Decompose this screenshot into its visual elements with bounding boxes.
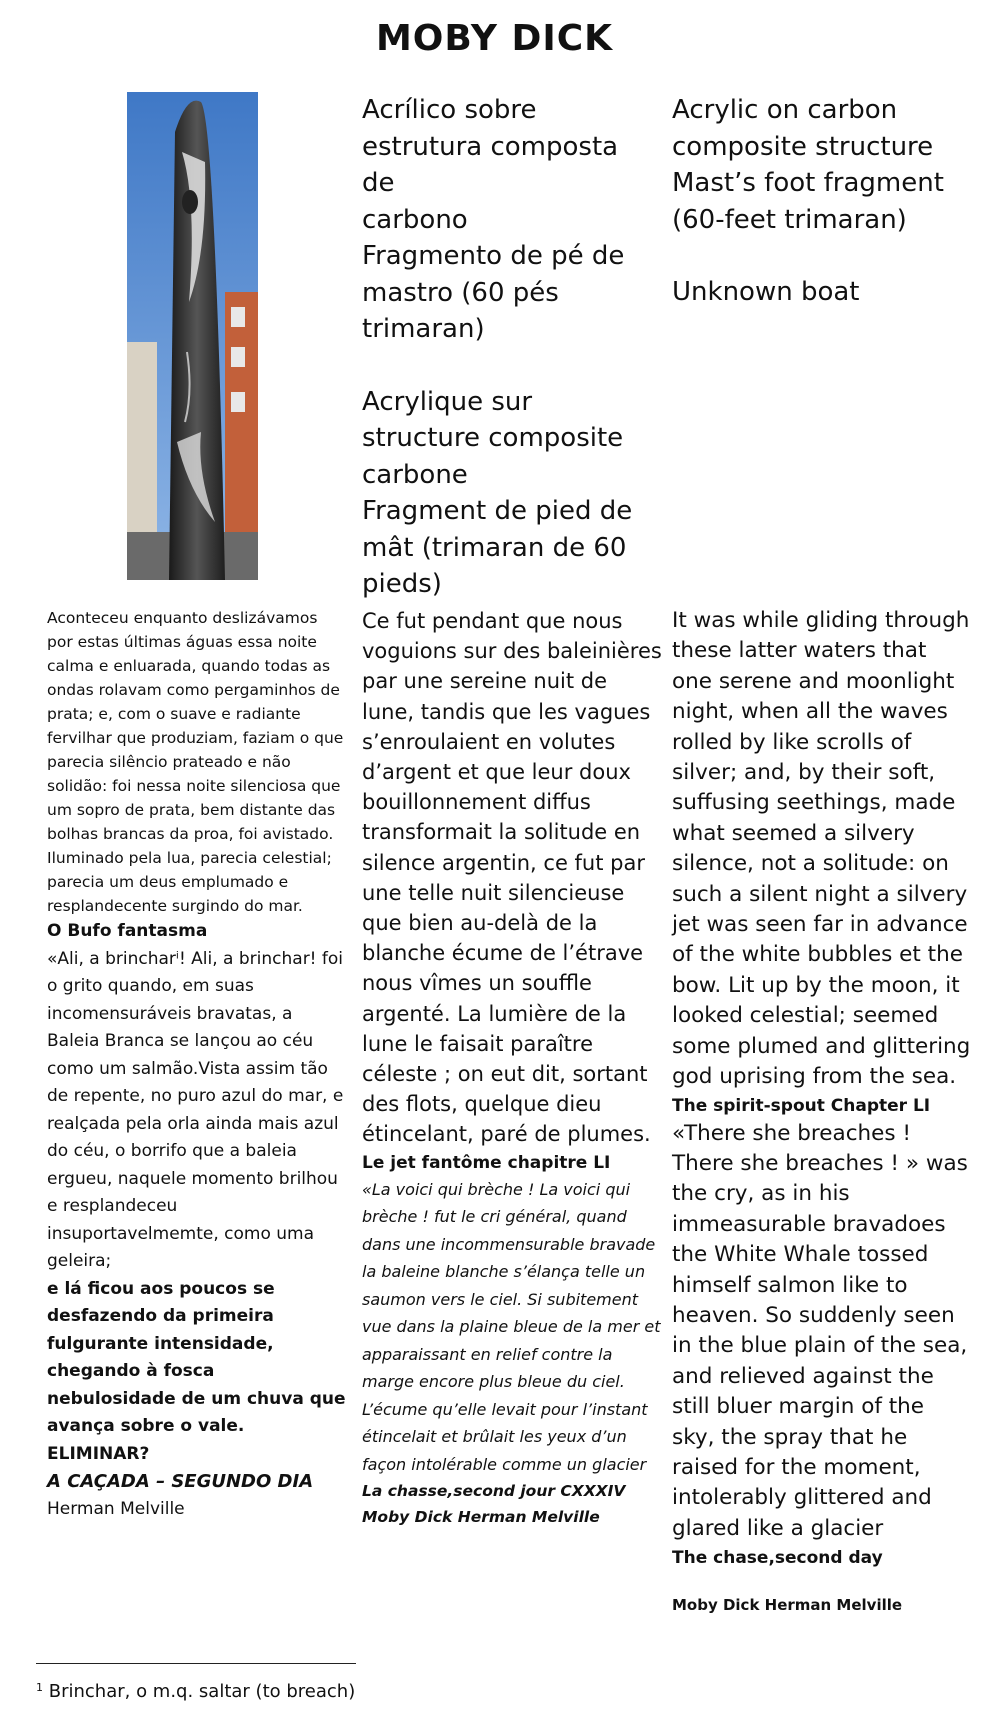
en-section-heading: The spirit-spout Chapter LI	[672, 1095, 931, 1116]
en-author: Moby Dick Herman Melville	[672, 1596, 903, 1615]
portuguese-french-caption-column	[362, 92, 652, 603]
english-caption: Acrylic on carbon composite structure Mast’s foot fragment (60-feet trimaran)	[672, 95, 944, 235]
french-text-column	[362, 606, 662, 1530]
footnote-divider	[36, 1663, 356, 1664]
pt-paragraph-1: Aconteceu enquanto deslizávamos por estas últimas águas essa noite calma e enluarada, quando todas as ondas rolavam como pergaminhos de prata; e, com o suave e radiante fervilhar que produziam, faziam o que parecia silêncio prateado e não solidão: foi nessa noite silenciosa que um sopro de prata, bem distante das bolhas brancas da proa, foi avistado. Iluminado pela lua, parecia celestial; parecia um deus emplumado e resplandecente surgindo do mar.	[47, 609, 344, 915]
en-paragraph-2: «There she breaches ! There she breaches ! » was the cry, as in his immeasurable bravadoes the White Whale tossed himself salmon like to heaven. So suddenly seen in the blue plain of the sea, and relieved against the still bluer margin of the sky, the spray that he raised for the moment, intolerably glittered and glared like a glacier	[672, 1120, 968, 1541]
english-caption-column	[672, 92, 972, 311]
footnote	[36, 1676, 355, 1704]
portuguese-text-column	[47, 606, 347, 1523]
pt-section-heading: O Bufo fantasma	[47, 921, 208, 941]
footnote-text: Brinchar, o m.q. saltar (to breach)	[48, 1681, 356, 1702]
en-chapter-title: The chase,second day	[672, 1548, 883, 1569]
french-caption: Acrylique sur structure composite carbone Fragment de pied de mât (trimaran de 60 pieds)	[362, 386, 633, 599]
unknown-boat-label: Unknown boat	[672, 277, 860, 307]
pt-author: Herman Melville	[47, 1499, 185, 1519]
fr-paragraph-2: «La voici qui brèche ! La voici qui brèche ! fut le cri général, quand dans une incommensurable bravade la baleine blanche s’élança telle un saumon vers le ciel. Si subitement vue dans la plaine bleue de la mer et apparaissant en relief contre la marge encore plus bleue du ciel. L’écume qu’elle levait pour l’instant étincelait et brûlait les yeux d’un façon intolérable comme un glacier	[362, 1179, 661, 1474]
footnote-mark: 1	[36, 1681, 43, 1694]
english-text-column	[672, 606, 972, 1616]
mast-sculpture-image	[127, 92, 258, 580]
pt-chapter-title: A CAÇADA – SEGUNDO DIA	[47, 1471, 314, 1492]
fr-author: Moby Dick Herman Melville	[362, 1508, 600, 1527]
pt-paragraph-3: e lá ficou aos poucos se desfazendo da primeira fulgurante intensidade, chegando à fosca nebulosidade de um chuva que avança sobre o vale. ELIMINAR?	[47, 1278, 346, 1464]
page-title: MOBY DICK	[375, 18, 614, 59]
fr-paragraph-1: Ce fut pendant que nous voguions sur des baleinières par une sereine nuit de lune, tandis que les vagues s’enroulaient en volutes d’argent et que leur doux bouillonnement diffus transformait la solitude en silence argentin, ce fut par une telle nuit silencieuse que bien au-delà de la blanche écume de l’étrave nous vîmes un souffle argenté. La lumière de la lune le faisait paraître céleste ; on eut dit, sortant des flots, quelque dieu étincelant, paré de plumes.	[362, 609, 662, 1147]
fr-chapter-title: La chasse,second jour CXXXIV	[362, 1482, 626, 1501]
pt-paragraph-2: «Ali, a brincharⁱ! Ali, a brinchar! foi o grito quando, em suas incomensuráveis bravatas, a Baleia Branca se lançou ao céu como um salmão.Vista assim tão de repente, no puro azul do mar, e realçada pela orla ainda mais azul do céu, o borrifo que a baleia ergueu, naquele momento brilhou e resplandeceu insuportavelmemte, como uma geleira;	[47, 948, 344, 1271]
sculpture-photo	[127, 92, 258, 580]
fr-section-heading: Le jet fantôme chapitre LI	[362, 1152, 611, 1173]
portuguese-caption: Acrílico sobre estrutura composta de carbono Fragmento de pé de mastro (60 pés trimaran)	[362, 95, 625, 344]
en-paragraph-1: It was while gliding through these latter waters that one serene and moonlight night, when all the waves rolled by like scrolls of silver; and, by their soft, suffusing seethings, made what seemed a silvery silence, not a solitude: on such a silent night a silvery jet was seen far in advance of the white bubbles et the bow. Lit up by the moon, it looked celestial; seemed some plumed and glittering god uprising from the sea.	[672, 608, 971, 1090]
